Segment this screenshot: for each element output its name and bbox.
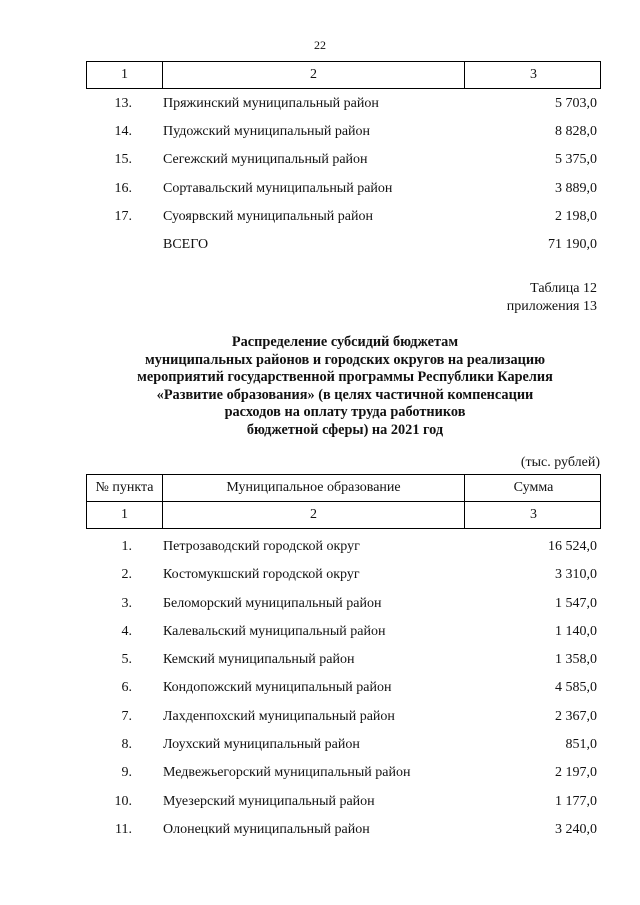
row-amount: 3 310,0 <box>555 567 597 583</box>
top-header-col-2: 2 <box>163 62 465 88</box>
title-line: Распределение субсидий бюджетам <box>231 334 459 350</box>
row-amount: 4 585,0 <box>555 680 597 696</box>
row-municipality: Медвежьегорский муниципальный район <box>163 765 411 781</box>
row-number: 10. <box>114 793 132 809</box>
row-amount: 1 358,0 <box>555 652 597 668</box>
title-line: «Развитие образования» (в целях частичной компенсации <box>156 386 534 403</box>
row-number: 16. <box>114 180 132 196</box>
row-municipality: Олонецкий муниципальный район <box>163 821 370 837</box>
table-row <box>86 150 601 178</box>
total-row <box>86 235 601 263</box>
row-number: 8. <box>121 737 132 753</box>
header-amount: Сумма <box>513 480 554 495</box>
top-table-header <box>86 61 601 89</box>
title-line: муниципальных районов и городских округов на реализацию <box>144 351 546 368</box>
table-label <box>507 280 597 316</box>
row-amount: 5 375,0 <box>555 152 597 168</box>
total-amount: 71 190,0 <box>548 236 597 252</box>
row-number: 5. <box>121 652 132 668</box>
title-line: мероприятий государственной программы Республики Карелия <box>137 369 553 385</box>
row-amount: 16 524,0 <box>548 539 597 554</box>
table-row <box>86 735 601 763</box>
document-title <box>60 334 630 439</box>
row-municipality: Муезерский муниципальный район <box>163 793 375 809</box>
table-row <box>86 650 601 678</box>
row-number: 6. <box>121 680 132 696</box>
title-line: расходов на оплату труда работников <box>224 404 466 420</box>
header-municipality: Муниципальное образование <box>163 475 465 501</box>
row-number: 9. <box>121 765 132 781</box>
row-number: 15. <box>114 152 132 168</box>
table-label-appendix: приложения 13 <box>506 299 597 314</box>
row-amount: 2 197,0 <box>555 765 597 781</box>
top-header-col-3: 3 <box>530 67 537 82</box>
row-number: 14. <box>114 124 132 140</box>
row-amount: 1 177,0 <box>555 793 597 809</box>
row-amount: 1 140,0 <box>555 623 597 639</box>
row-amount: 3 240,0 <box>555 821 597 837</box>
row-municipality: Пудожский муниципальный район <box>163 124 371 140</box>
row-amount: 1 547,0 <box>555 595 597 611</box>
main-table-header <box>86 474 601 502</box>
table-row <box>86 565 601 593</box>
top-header-col-1: 1 <box>87 62 163 88</box>
table-row <box>86 179 601 207</box>
row-number: 13. <box>114 96 132 111</box>
row-amount: 3 889,0 <box>555 180 597 196</box>
row-number: 3. <box>121 595 132 611</box>
main-table-numbering <box>86 501 601 529</box>
row-municipality: Сегежский муниципальный район <box>163 152 368 168</box>
row-municipality: Сортавальский муниципальный район <box>163 180 393 196</box>
table-label-number: Таблица 12 <box>530 281 597 296</box>
row-number: 7. <box>121 708 132 724</box>
row-amount: 2 367,0 <box>555 708 597 724</box>
row-municipality: Суоярвский муниципальный район <box>163 208 373 224</box>
row-number: 11. <box>115 821 132 837</box>
numbering-col-1: 1 <box>87 502 163 528</box>
units-label: (тыс. рублей) <box>520 455 600 470</box>
row-municipality: Костомукшский городской округ <box>163 567 360 583</box>
total-label: ВСЕГО <box>163 236 209 252</box>
row-amount: 2 198,0 <box>555 208 597 224</box>
row-municipality: Калевальский муниципальный район <box>163 623 386 639</box>
row-municipality: Пряжинский муниципальный район <box>163 96 379 111</box>
table-row <box>86 122 601 150</box>
row-number: 4. <box>121 623 132 639</box>
table-row <box>86 678 601 706</box>
row-municipality: Кемский муниципальный район <box>163 652 355 668</box>
table-row <box>86 792 601 820</box>
table-row <box>86 594 601 622</box>
top-table-body <box>86 94 601 263</box>
table-row <box>86 537 601 565</box>
row-municipality: Беломорский муниципальный район <box>163 595 382 611</box>
table-row <box>86 707 601 735</box>
table-row <box>86 763 601 791</box>
row-number: 17. <box>114 208 132 224</box>
row-amount: 5 703,0 <box>555 96 597 111</box>
title-line: бюджетной сферы) на 2021 год <box>246 421 444 438</box>
table-row <box>86 820 601 848</box>
row-municipality: Лахденпохский муниципальный район <box>163 708 395 724</box>
row-amount: 851,0 <box>565 737 597 753</box>
row-number: 2. <box>121 567 132 583</box>
main-table-body <box>86 537 601 848</box>
table-row <box>86 622 601 650</box>
table-row <box>86 94 601 122</box>
row-number: 1. <box>121 539 132 554</box>
header-item-number: № пункта <box>87 475 163 501</box>
numbering-col-2: 2 <box>163 502 465 528</box>
row-amount: 8 828,0 <box>555 124 597 140</box>
numbering-col-3: 3 <box>530 507 537 522</box>
row-municipality: Кондопожский муниципальный район <box>163 680 392 696</box>
page-number: 22 <box>314 38 326 52</box>
row-municipality: Лоухский муниципальный район <box>163 737 360 753</box>
row-municipality: Петрозаводский городской округ <box>163 539 360 554</box>
table-row <box>86 207 601 235</box>
